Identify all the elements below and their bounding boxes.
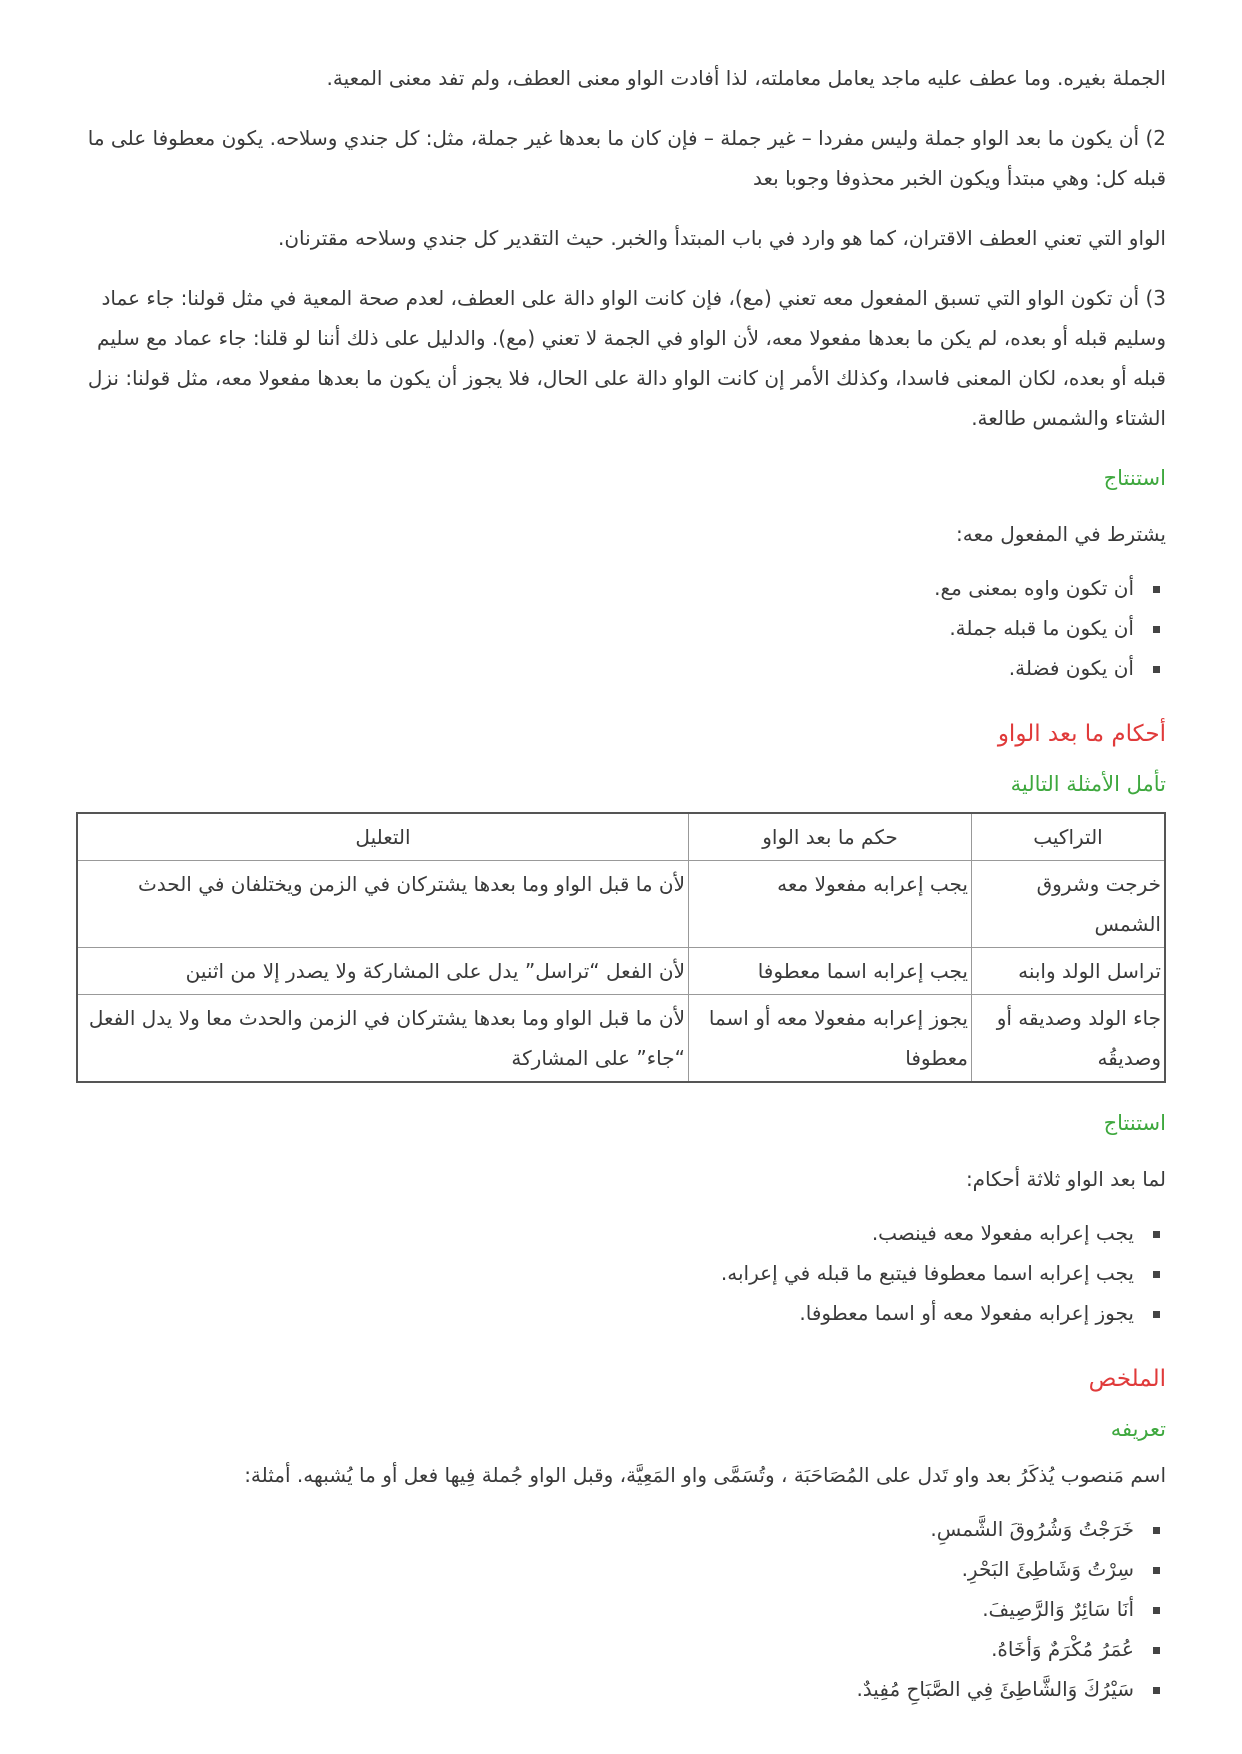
paragraph-intro-1: الجملة بغيره. وما عطف عليه ماجد يعامل معاملته، لذا أفادت الواو معنى العطف، ولم تفد معنى المعية. bbox=[326, 66, 1166, 90]
list-item: يجب إعرابه اسما معطوفا فيتبع ما قبله في إعرابه. bbox=[76, 1253, 1134, 1293]
definition-paragraph: اسم مَنصوب يُذكَرُ بعد واو تَدل على المُصَاحَبَة ، وتُسَمَّى واو المَعِيَّة، وقبل الواو جُملة فِيها فعل أو ما يُشبهه. أمثلة: bbox=[244, 1463, 1166, 1487]
paragraph-conjunction-note: الواو التي تعني العطف الاقتران، كما هو وارد في باب المبتدأ والخبر. حيث التقدير كل جندي وسلاحه مقترنان. bbox=[278, 226, 1166, 250]
column-header-reason: التعليل bbox=[77, 813, 689, 861]
rulings-list bbox=[76, 1213, 1166, 1333]
table-cell: جاء الولد وصديقه أو وصديقُه bbox=[972, 995, 1166, 1083]
section-subheading-examples: تأمل الأمثلة التالية bbox=[1010, 772, 1166, 796]
table-cell: تراسل الولد وابنه bbox=[972, 948, 1166, 995]
table-cell: يجب إعرابه مفعولا معه bbox=[689, 861, 972, 948]
table-cell: يجوز إعرابه مفعولا معه أو اسما معطوفا bbox=[689, 995, 972, 1083]
table-row bbox=[77, 861, 1165, 948]
list-item: أن يكون فضلة. bbox=[76, 648, 1134, 688]
table-cell: لأن ما قبل الواو وما بعدها يشتركان في الزمن والحدث معا ولا يدل الفعل “جاء” على المشاركة bbox=[77, 995, 689, 1083]
conclusion-lead-2: لما بعد الواو ثلاثة أحكام: bbox=[965, 1167, 1166, 1191]
conclusion-heading-1: استنتاج bbox=[1103, 466, 1166, 490]
conclusion-lead-1: يشترط في المفعول معه: bbox=[956, 522, 1166, 546]
section-heading-rules: أحكام ما بعد الواو bbox=[997, 721, 1166, 747]
table-row bbox=[77, 948, 1165, 995]
table-row bbox=[77, 995, 1165, 1083]
column-header-structures: التراكيب bbox=[972, 813, 1166, 861]
table-header-row bbox=[77, 813, 1165, 861]
column-header-ruling: حكم ما بعد الواو bbox=[689, 813, 972, 861]
table-cell: لأن الفعل “تراسل” يدل على المشاركة ولا يصدر إلا من اثنين bbox=[77, 948, 689, 995]
list-item: عُمَرُ مُكْرَمٌ وَأخَاهُ. bbox=[76, 1629, 1134, 1669]
list-item: خَرَجْتُ وَشُرُوقَ الشَّمسِ. bbox=[76, 1509, 1134, 1549]
table-cell: لأن ما قبل الواو وما بعدها يشتركان في الزمن ويختلفان في الحدث bbox=[77, 861, 689, 948]
section-heading-summary: الملخص bbox=[1088, 1366, 1166, 1392]
list-item: أنَا سَائِرٌ وَالرَّصِيفَ. bbox=[76, 1589, 1134, 1629]
conditions-list bbox=[76, 568, 1166, 688]
list-item: يجوز إعرابه مفعولا معه أو اسما معطوفا. bbox=[76, 1293, 1134, 1333]
list-item: سِرْتُ وَشَاطِئَ البَحْرِ. bbox=[76, 1549, 1134, 1589]
list-item: سَيْرُكَ وَالشَّاطِئَ فِي الصَّبَاحِ مُفِيدٌ. bbox=[76, 1669, 1134, 1709]
list-item: أن تكون واوه بمعنى مع. bbox=[76, 568, 1134, 608]
list-item: أن يكون ما قبله جملة. bbox=[76, 608, 1134, 648]
table-cell: يجب إعرابه اسما معطوفا bbox=[689, 948, 972, 995]
paragraph-condition-3: 3) أن تكون الواو التي تسبق المفعول معه تعني (مع)، فإن كانت الواو دالة على العطف، لعدم صحة المعية في مثل قولنا: جاء عماد وسليم قبله أو بعده، لم يكن ما بعدها مفعولا معه، لأن الواو في الجمة لا تعني (مع). والدليل على ذلك أننا لو قلنا: جاء عماد مع سليم قبله أو بعده، لكان المعنى فاسدا، وكذلك الأمر إن كانت الواو دالة على الحال، فلا يجوز أن يكون ما بعدها مفعولا معه، مثل قولنا: نزل الشتاء والشمس طالعة. bbox=[87, 286, 1166, 430]
conclusion-heading-2: استنتاج bbox=[1103, 1111, 1166, 1135]
list-item: يجب إعرابه مفعولا معه فينصب. bbox=[76, 1213, 1134, 1253]
rules-table bbox=[76, 812, 1166, 1083]
table-cell: خرجت وشروق الشمس bbox=[972, 861, 1166, 948]
examples-list bbox=[76, 1509, 1166, 1709]
paragraph-condition-2: 2) أن يكون ما بعد الواو جملة وليس مفردا – غير جملة – فإن كان ما بعدها غير جملة، مثل: كل جندي وسلاحه. يكون معطوفا على ما قبله كل: وهي مبتدأ ويكون الخبر محذوفا وجوبا بعد bbox=[87, 126, 1166, 190]
section-subheading-definition: تعريفه bbox=[1110, 1417, 1166, 1441]
